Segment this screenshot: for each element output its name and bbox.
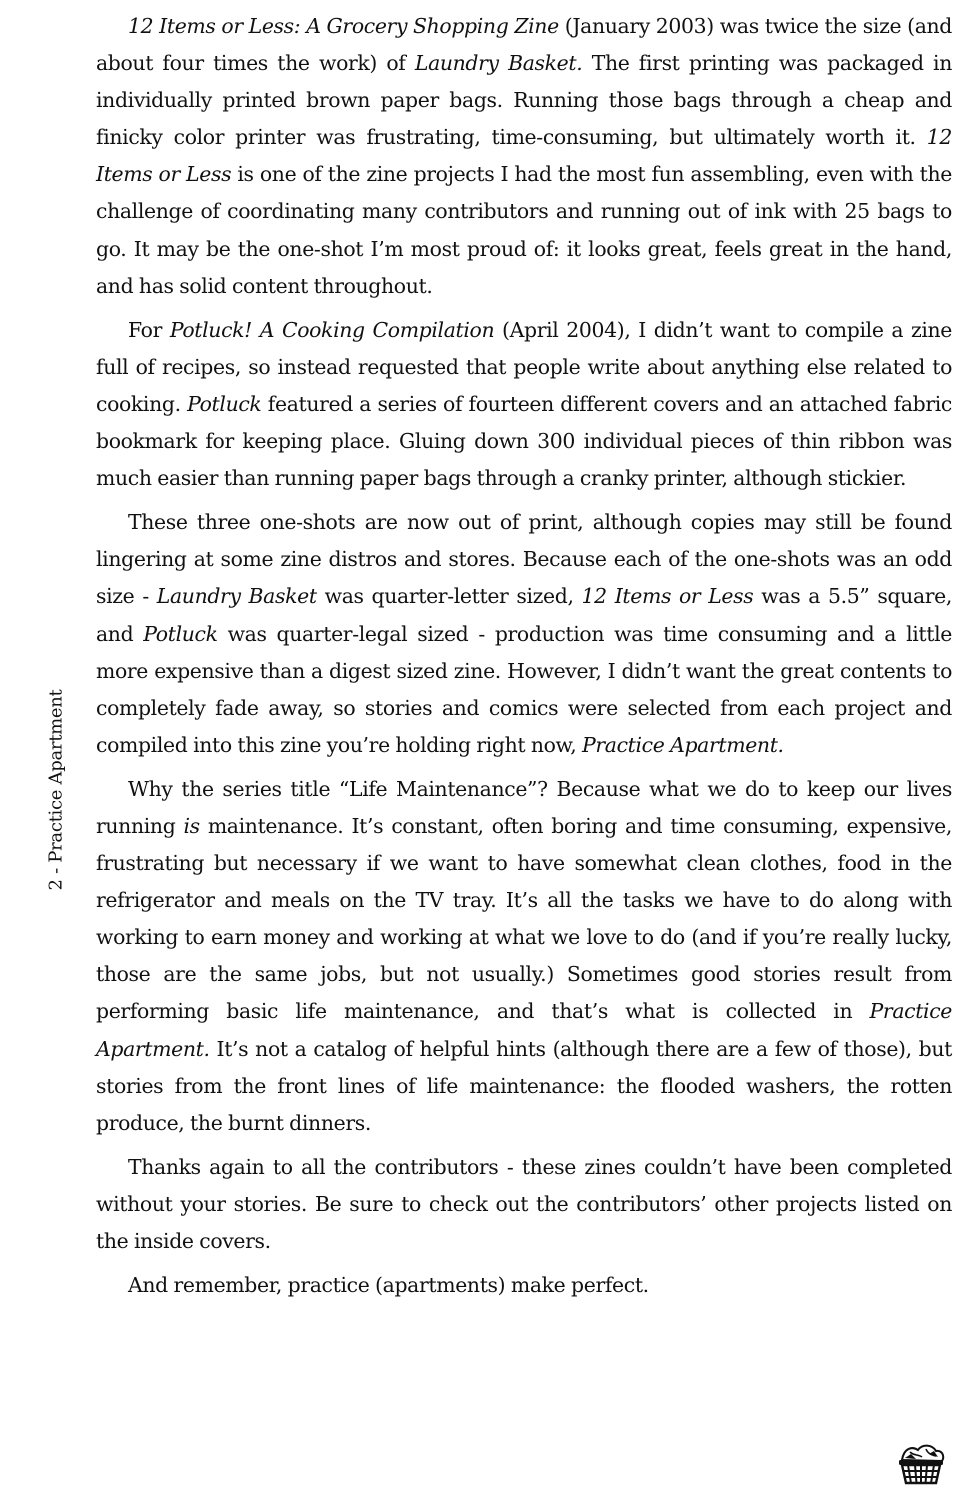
page-number-running-head: 2 - Practice Apartment: [45, 689, 67, 891]
paragraph: [96, 1149, 952, 1260]
paragraph-text: The first printing was packaged in individually printed brown paper bags. Running those bags through a cheap and finicky color printer was frustrating, time-consuming, but ultimately worth it.: [96, 51, 953, 150]
italic-title-text: is: [183, 813, 200, 838]
laundry-basket-icon: [896, 1442, 946, 1486]
italic-title-text: Potluck: [143, 621, 218, 646]
paragraph-text: featured a series of fourteen different covers and an attached fabric bookmark for keeping place. Gluing down 300 individual pieces of thin ribbon was much easier than running paper bags through a cranky printer, although stickier.: [96, 391, 952, 491]
paragraph: [96, 1267, 952, 1304]
paragraph: [96, 771, 952, 1142]
paragraph-text: It’s not a catalog of helpful hints (although there are a few of those), but stories from the front lines of life maintenance: the flooded washers, the rotten produce, the burnt dinners.: [96, 1036, 952, 1135]
italic-title-text: 12 Items or Less: A Grocery Shopping Zine: [128, 14, 559, 38]
paragraph-text: And remember, practice (apartments) make perfect.: [128, 1273, 649, 1298]
italic-title-text: Laundry Basket: [156, 584, 317, 609]
paragraph-text: is one of the zine projects I had the most fun assembling, even with the challenge of coordinating many contributors and running out of ink with 25 bags to go. It may be the one-shot I’m most proud of: it looks great, feels great in the hand, and has solid content throughout.: [96, 162, 952, 298]
paragraph: [96, 504, 952, 764]
italic-title-text: Practice Apartment.: [582, 732, 784, 757]
paragraph-text: For: [128, 317, 170, 342]
paragraph-text: (January 2003) was twice the size (and about four times the work) of: [96, 14, 952, 76]
paragraph-text: was a 5.5” square, and: [96, 584, 953, 646]
paragraph-text: Why the series title “Life Maintenance”? Because what we do to keep our lives running: [96, 776, 952, 838]
body-text: [96, 8, 952, 1311]
paragraph-text: was quarter-legal sized - production was time consuming and a little more expensive than a digest sized zine. However, I didn’t want the great contents to completely fade away, so stories and comics were selected from each project and compiled into this zine you’re holding right now,: [96, 621, 952, 757]
paragraph: [96, 8, 952, 305]
italic-title-text: Potluck: [187, 391, 262, 416]
paragraph-text: These three one-shots are now out of print, although copies may still be found lingering at some zine distros and stores. Because each of the one-shots was an odd size -: [96, 510, 952, 609]
italic-title-text: Potluck! A Cooking Compilation: [169, 317, 495, 342]
paragraph-text: maintenance. It’s constant, often boring and time consuming, expensive, frustrating but necessary if we want to have somewhat clean clothes, food in the refrigerator and meals on the TV tray. It’s all the tasks we have to do along with working to earn money and working at what we love to do (and if you’re really lucky, those are the same jobs, but not usually.) Sometimes good stories result from performing basic life maintenance, and that’s what is collected in: [96, 813, 952, 1024]
paragraph-text: was quarter-letter sized,: [316, 584, 582, 609]
italic-title-text: Laundry Basket.: [414, 51, 583, 76]
italic-title-text: 12 Items or Less: [96, 125, 952, 187]
italic-title-text: Practice Apartment.: [96, 999, 952, 1061]
italic-title-text: 12 Items or Less: [581, 584, 754, 609]
paragraph: [96, 312, 952, 497]
paragraph-text: Thanks again to all the contributors - these zines couldn’t have been completed without your stories. Be sure to check out the contributors’ other projects listed on the inside covers.: [96, 1154, 952, 1253]
paragraph-text: (April 2004), I didn’t want to compile a zine full of recipes, so instead requested that people write about anything else related to cooking.: [96, 317, 953, 416]
